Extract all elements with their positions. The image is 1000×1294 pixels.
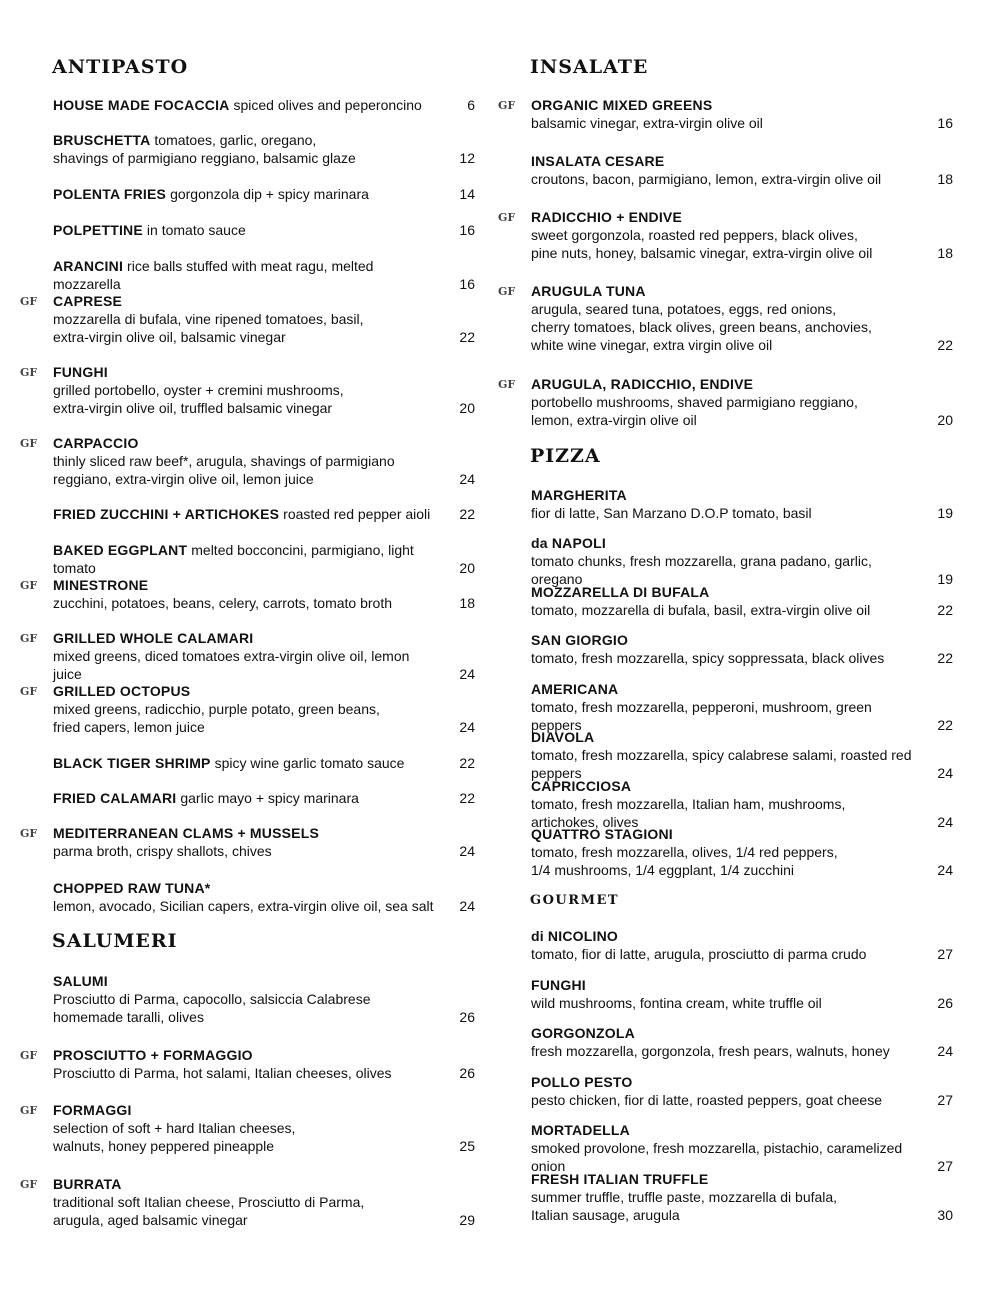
item-price: 22 [937,650,953,666]
item-name: CHOPPED RAW TUNA* [53,880,211,896]
menu-item-chopped-raw-tuna [20,879,475,915]
item-name: ARUGULA TUNA [531,283,646,299]
item-price: 19 [937,571,953,587]
item-description: spicy wine garlic tomato sauce [214,755,405,771]
menu-item-fried-zucchini-artichokes [20,505,475,523]
item-description: thinly sliced raw beef*, arugula, shavings of parmigiano reggiano, extra-virgin olive oil, lemon juice [53,453,395,487]
item-price: 16 [459,222,475,238]
item-price: 24 [937,862,953,878]
item-description: melted bocconcini, parmigiano, light tomato [53,542,414,576]
item-description: roasted red pepper aioli [283,506,431,522]
menu-item-da-napoli [498,534,953,588]
menu-item-burrata [20,1175,475,1229]
item-name: SAN GIORGIO [531,632,629,648]
gluten-free-badge: GF [498,211,516,224]
item-name: RADICCHIO + ENDIVE [531,209,683,225]
item-name: FRIED CALAMARI [53,790,177,806]
item-description: tomato, fresh mozzarella, spicy soppressata, black olives [531,650,885,666]
item-name: POLENTA FRIES [53,186,167,202]
item-name: di NICOLINO [531,928,618,944]
item-description: fresh mozzarella, gorgonzola, fresh pears, walnuts, honey [531,1043,890,1059]
item-name: AMERICANA [531,681,619,697]
item-description: selection of soft + hard Italian cheeses, walnuts, honey peppered pineapple [53,1120,296,1154]
item-price: 12 [459,150,475,166]
item-description: tomato, mozzarella di bufala, basil, extra-virgin olive oil [531,602,871,618]
menu-item-arugula-tuna [498,282,953,354]
section-title-antipasto: ANTIPASTO [52,56,189,78]
item-name: ARANCINI [53,258,124,274]
item-price: 22 [937,337,953,353]
item-price: 26 [459,1009,475,1025]
item-name: POLLO PESTO [531,1074,633,1090]
item-name: GRILLED WHOLE CALAMARI [53,630,254,646]
item-description: tomato chunks, fresh mozzarella, grana padano, garlic, oregano [531,553,872,587]
menu-item-san-giorgio [498,631,953,667]
menu-item-prosciutto-formaggio [20,1046,475,1082]
item-price: 22 [937,717,953,733]
item-name: DIAVOLA [531,729,595,745]
menu-item-fresh-italian-truffle [498,1170,953,1224]
item-description: in tomato sauce [146,222,246,238]
item-name: FRESH ITALIAN TRUFFLE [531,1171,709,1187]
menu-item-grilled-octopus [20,682,475,736]
menu-item-pollo-pesto [498,1073,953,1109]
item-name: MORTADELLA [531,1122,630,1138]
menu-item-mediterranean-clams-mussels [20,824,475,860]
item-name: POLPETTINE [53,222,143,238]
item-description: mozzarella di bufala, vine ripened tomatoes, basil, extra-virgin olive oil, balsamic vinegar [53,311,364,345]
item-name: INSALATA CESARE [531,153,665,169]
menu-item-mozzarella-di-bufala [498,583,953,619]
item-name: CAPRESE [53,293,123,309]
item-name: BURRATA [53,1176,122,1192]
item-description: traditional soft Italian cheese, Prosciutto di Parma, arugula, aged balsamic vinegar [53,1194,365,1228]
gluten-free-badge: GF [498,285,516,298]
item-name: MOZZARELLA DI BUFALA [531,584,710,600]
gluten-free-badge: GF [498,99,516,112]
gluten-free-badge: GF [20,1049,38,1062]
item-price: 27 [937,1092,953,1108]
item-price: 24 [459,843,475,859]
item-name: QUATTRO STAGIONI [531,826,673,842]
gluten-free-badge: GF [20,295,38,308]
item-name: SALUMI [53,973,108,989]
item-name: MEDITERRANEAN CLAMS + MUSSELS [53,825,319,841]
item-description: wild mushrooms, fontina cream, white truffle oil [531,995,822,1011]
item-price: 22 [937,602,953,618]
item-description: arugula, seared tuna, potatoes, eggs, red onions, cherry tomatoes, black olives, green beans, anchovies, white wine vinegar, extra virgin olive oil [531,301,872,353]
item-description: zucchini, potatoes, beans, celery, carrots, tomato broth [53,595,393,611]
menu-item-minestrone [20,576,475,612]
menu-item-diavola [498,728,953,782]
item-description: gorgonzola dip + spicy marinara [170,186,369,202]
item-name: PROSCIUTTO + FORMAGGIO [53,1047,253,1063]
item-price: 20 [937,412,953,428]
item-description: garlic mayo + spicy marinara [180,790,359,806]
item-name: FRIED ZUCCHINI + ARTICHOKES [53,506,280,522]
section-title-salumeri: SALUMERI [52,930,178,952]
item-description: balsamic vinegar, extra-virgin olive oil [531,115,763,131]
menu-item-bruschetta [20,131,475,167]
item-price: 24 [937,1043,953,1059]
item-name: GORGONZOLA [531,1025,635,1041]
item-description: smoked provolone, fresh mozzarella, pistachio, caramelized onion [531,1140,903,1174]
item-description: tomato, fresh mozzarella, olives, 1/4 red peppers, 1/4 mushrooms, 1/4 eggplant, 1/4 zucchini [531,844,838,878]
item-price: 22 [459,506,475,522]
item-description: spiced olives and peperoncino [233,97,422,113]
menu-item-grilled-whole-calamari [20,629,475,683]
menu-item-polenta-fries [20,185,475,203]
item-price: 27 [937,946,953,962]
menu-item-americana [498,680,953,734]
item-description: sweet gorgonzola, roasted red peppers, black olives, pine nuts, honey, balsamic vinegar, extra-virgin olive oil [531,227,873,261]
menu-item-polpettine [20,221,475,239]
item-price: 20 [459,560,475,576]
menu-item-salumi [20,972,475,1026]
menu-item-caprese [20,292,475,346]
item-price: 24 [459,666,475,682]
item-price: 24 [459,471,475,487]
item-price: 26 [937,995,953,1011]
item-price: 24 [937,765,953,781]
item-price: 18 [937,171,953,187]
item-name: FORMAGGI [53,1102,132,1118]
item-price: 27 [937,1158,953,1174]
item-name: CAPRICCIOSA [531,778,632,794]
item-price: 24 [459,898,475,914]
item-price: 19 [937,505,953,521]
item-price: 29 [459,1212,475,1228]
item-price: 16 [937,115,953,131]
section-title-gourmet: GOURMET [530,893,620,908]
gluten-free-badge: GF [20,827,38,840]
menu-item-radicchio-endive [498,208,953,262]
item-description: croutons, bacon, parmigiano, lemon, extra-virgin olive oil [531,171,882,187]
item-description: tomato, fior di latte, arugula, prosciutto di parma crudo [531,946,867,962]
item-price: 30 [937,1207,953,1223]
item-description: tomato, fresh mozzarella, spicy calabrese salami, roasted red peppers [531,747,912,781]
item-description: tomato, fresh mozzarella, Italian ham, mushrooms, artichokes, olives [531,796,846,830]
item-name: MARGHERITA [531,487,627,503]
item-price: 26 [459,1065,475,1081]
item-price: 24 [459,719,475,735]
gluten-free-badge: GF [20,1104,38,1117]
gluten-free-badge: GF [20,437,38,450]
item-price: 14 [459,186,475,202]
menu-item-capricciosa [498,777,953,831]
item-name: HOUSE MADE FOCACCIA [53,97,230,113]
menu-item-baked-eggplant [20,541,475,577]
section-title-insalate: INSALATE [530,56,649,78]
item-description: Prosciutto di Parma, capocollo, salsiccia Calabrese homemade taralli, olives [53,991,371,1025]
item-name: BAKED EGGPLANT [53,542,188,558]
menu-item-black-tiger-shrimp [20,754,475,772]
item-price: 18 [459,595,475,611]
menu-item-quattro-stagioni [498,825,953,879]
menu-item-arancini [20,257,475,293]
item-price: 20 [459,400,475,416]
menu-item-gorgonzola [498,1024,953,1060]
item-name: GRILLED OCTOPUS [53,683,191,699]
item-name: BLACK TIGER SHRIMP [53,755,211,771]
item-description: tomatoes, garlic, oregano, shavings of parmigiano reggiano, balsamic glaze [53,132,356,166]
item-price: 24 [937,814,953,830]
item-name: ORGANIC MIXED GREENS [531,97,713,113]
item-price: 22 [459,790,475,806]
menu-item-insalata-cesare [498,152,953,188]
menu-item-funghi [20,363,475,417]
item-description: fior di latte, San Marzano D.O.P tomato, basil [531,505,812,521]
item-price: 18 [937,245,953,261]
item-description: grilled portobello, oyster + cremini mushrooms, extra-virgin olive oil, truffled balsamic vinegar [53,382,344,416]
menu-item-funghi [498,976,953,1012]
item-price: 25 [459,1138,475,1154]
item-price: 16 [459,276,475,292]
item-price: 22 [459,755,475,771]
item-description: parma broth, crispy shallots, chives [53,843,272,859]
item-name: MINESTRONE [53,577,149,593]
menu-item-carpaccio [20,434,475,488]
menu-item-house-made-focaccia [20,96,475,114]
item-price: 22 [459,329,475,345]
menu-item-mortadella [498,1121,953,1175]
item-name: FUNGHI [531,977,586,993]
item-description: tomato, fresh mozzarella, pepperoni, mushroom, green peppers [531,699,872,733]
item-description: summer truffle, truffle paste, mozzarella di bufala, Italian sausage, arugula [531,1189,838,1223]
item-description: mixed greens, diced tomatoes extra-virgin olive oil, lemon juice [53,648,410,682]
menu-item-margherita [498,486,953,522]
item-description: Prosciutto di Parma, hot salami, Italian cheeses, olives [53,1065,392,1081]
section-title-pizza: PIZZA [530,445,601,467]
menu-item-di-nicolino [498,927,953,963]
gluten-free-badge: GF [20,1178,38,1191]
menu-item-organic-mixed-greens [498,96,953,132]
item-description: mixed greens, radicchio, purple potato, green beans, fried capers, lemon juice [53,701,380,735]
item-description: pesto chicken, fior di latte, roasted peppers, goat cheese [531,1092,882,1108]
menu-item-arugula-radicchio-endive [498,375,953,429]
item-price: 6 [467,97,475,113]
item-name: ARUGULA, RADICCHIO, ENDIVE [531,376,754,392]
item-name: da NAPOLI [531,535,606,551]
item-description: portobello mushrooms, shaved parmigiano reggiano, lemon, extra-virgin olive oil [531,394,858,428]
menu-item-formaggi [20,1101,475,1155]
gluten-free-badge: GF [498,378,516,391]
gluten-free-badge: GF [20,685,38,698]
item-name: BRUSCHETTA [53,132,151,148]
item-name: FUNGHI [53,364,108,380]
menu-item-fried-calamari [20,789,475,807]
gluten-free-badge: GF [20,366,38,379]
item-description: lemon, avocado, Sicilian capers, extra-virgin olive oil, sea salt [53,898,434,914]
gluten-free-badge: GF [20,632,38,645]
gluten-free-badge: GF [20,579,38,592]
item-description: rice balls stuffed with meat ragu, melted mozzarella [53,258,374,292]
item-name: CARPACCIO [53,435,139,451]
